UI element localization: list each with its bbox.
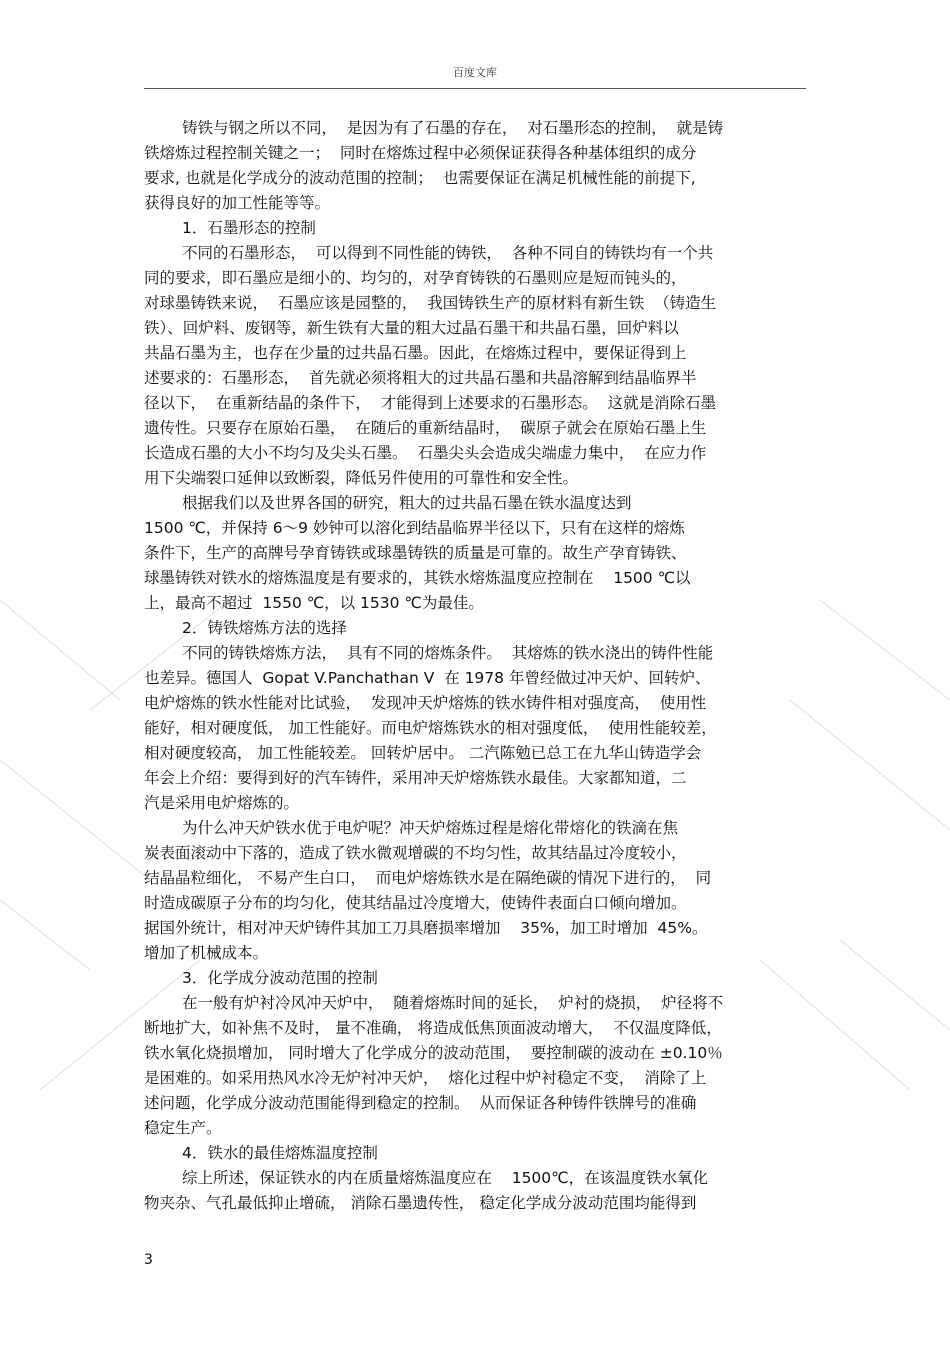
text-line: 结晶晶粒细化， 不易产生白口， 而电炉熔炼铁水是在隔绝碳的情况下进行的， 同 [144, 869, 712, 887]
text-line: 获得良好的加工性能等等。 [144, 194, 331, 212]
text-line: 根据我们以及世界各国的研究，粗大的过共晶石墨在铁水温度达到 [182, 494, 632, 512]
text-line: 增加了机械成本。 [144, 944, 269, 962]
text-line: 炭表面滚动中下落的，造成了铁水微观增碳的不均匀性，故其结晶过冷度较小， [144, 844, 687, 862]
text-line: 不同的铸铁熔炼方法， 具有不同的熔炼条件。 其熔炼的铁水浇出的铸件性能 [182, 644, 714, 662]
text-line: 铁）、回炉料、废钢等，新生铁有大量的粗大过晶石墨干和共晶石墨，回炉料以 [144, 319, 679, 337]
text-line: 铁水氧化烧损增加， 同时增大了化学成分的波动范围， 要控制碳的波动在 ±0.10％ [144, 1044, 723, 1062]
text-line: 1500 ℃，并保持 6～9 妙钟可以溶化到结晶临界半径以下，只有在这样的熔炼 [144, 519, 685, 537]
page-header [144, 58, 806, 89]
text-line: 相对硬度较高， 加工性能较差。 回转炉居中。 二汽陈勉已总工在九华山铸造学会 [144, 744, 702, 762]
text-line: 用下尖端裂口延伸以致断裂，降低另件使用的可靠性和安全性。 [144, 469, 579, 487]
text-line: 径以下， 在重新结晶的条件下， 才能得到上述要求的石墨形态。 这就是消除石墨 [144, 394, 717, 412]
text-line: 断地扩大，如补焦不及时， 量不准确， 将造成低焦顶面波动增大， 不仅温度降低， [144, 1019, 722, 1037]
text-line: 4．铁水的最佳熔炼温度控制 [182, 1144, 378, 1162]
text-line: 为什么冲天炉铁水优于电炉呢？冲天炉熔炼过程是熔化带熔化的铁滴在焦 [182, 819, 679, 837]
header-title: 百度文库 [453, 66, 497, 79]
text-line: 要求, 也就是化学成分的波动范围的控制； 也需要保证在满足机械性能的前提下, [144, 169, 696, 187]
text-line: 也差异。德国人 Gopat V.Panchathan V 在 1978 年曾经做过冲天炉、回转炉、 [144, 669, 711, 687]
text-line: 遗传性。只要存在原始石墨， 在随后的重新结晶时， 碳原子就会在原始石墨上生 [144, 419, 707, 437]
text-line: 2．铸铁熔炼方法的选择 [182, 619, 347, 637]
text-line: 不同的石墨形态， 可以得到不同性能的铸铁， 各种不同自的铸铁均有一个共 [182, 244, 714, 262]
text-line: 述要求的：石墨形态， 首先就必须将粗大的过共晶石墨和共晶溶解到结晶临界半 [144, 369, 697, 387]
text-line: 对球墨铸铁来说， 石墨应该是园整的， 我国铸铁生产的原材料有新生铁 （铸造生 [144, 294, 717, 312]
text-line: 汽是采用电炉熔炼的。 [144, 794, 300, 812]
text-line: 述问题，化学成分波动范围能得到稳定的控制。 从而保证各种铸件铁牌号的准确 [144, 1094, 697, 1112]
text-line: 同的要求，即石墨应是细小的、均匀的，对孕育铸铁的石墨则应是短而钝头的， [144, 269, 687, 287]
text-line: 1．石墨形态的控制 [182, 219, 316, 237]
page-number: 3 [144, 1252, 153, 1268]
text-line: 铸铁与钢之所以不同， 是因为有了石墨的存在， 对石墨形态的控制， 就是铸 [182, 119, 724, 137]
text-line: 稳定生产。 [144, 1119, 222, 1137]
text-line: 据国外统计，相对冲天炉铸件其加工刀具磨损率增加 35%，加工时增加 45%。 [144, 919, 708, 937]
text-line: 上，最高不超过 1550 ℃，以 1530 ℃为最佳。 [144, 594, 484, 612]
document-body [144, 116, 808, 1216]
text-line: 综上所述，保证铁水的内在质量熔炼温度应在 1500℃，在该温度铁水氧化 [182, 1169, 709, 1187]
text-line: 能好，相对硬度低， 加工性能好。而电炉熔炼铁水的相对强度低， 使用性能较差， [144, 719, 717, 737]
text-line: 3．化学成分波动范围的控制 [182, 969, 378, 987]
text-line: 铁熔炼过程控制关键之一； 同时在熔炼过程中必须保证获得各种基体组织的成分 [144, 144, 697, 162]
text-line: 年会上介绍：要得到好的汽车铸件，采用冲天炉熔炼铁水最佳。大家都知道，二 [144, 769, 687, 787]
text-line: 时造成碳原子分布的均匀化，使其结晶过冷度增大，使铸件表面白口倾向增加。 [144, 894, 687, 912]
text-line: 是困难的。如采用热风水冷无炉衬冲天炉， 熔化过程中炉衬稳定不变， 消除了上 [144, 1069, 707, 1087]
text-line: 物夹杂、气孔最低抑止增硫， 消除石墨遗传性， 稳定化学成分波动范围均能得到 [144, 1194, 697, 1212]
text-line: 条件下，生产的高牌号孕育铸铁或球墨铸铁的质量是可靠的。故生产孕育铸铁、 [144, 544, 687, 562]
text-line: 球墨铸铁对铁水的熔炼温度是有要求的，其铁水熔炼温度应控制在 1500 ℃以 [144, 569, 691, 587]
text-line: 在一般有炉衬冷风冲天炉中， 随着熔炼时间的延长， 炉衬的烧损， 炉径将不 [182, 994, 724, 1012]
text-line: 长造成石墨的大小不均匀及尖头石墨。 石墨尖头会造成尖端虚力集中， 在应力作 [144, 444, 707, 462]
text-line: 电炉熔炼的铁水性能对比试验， 发现冲天炉熔炼的铁水铸件相对强度高， 使用性 [144, 694, 707, 712]
text-line: 共晶石墨为主，也存在少量的过共晶石墨。因此，在熔炼过程中，要保证得到上 [144, 344, 687, 362]
